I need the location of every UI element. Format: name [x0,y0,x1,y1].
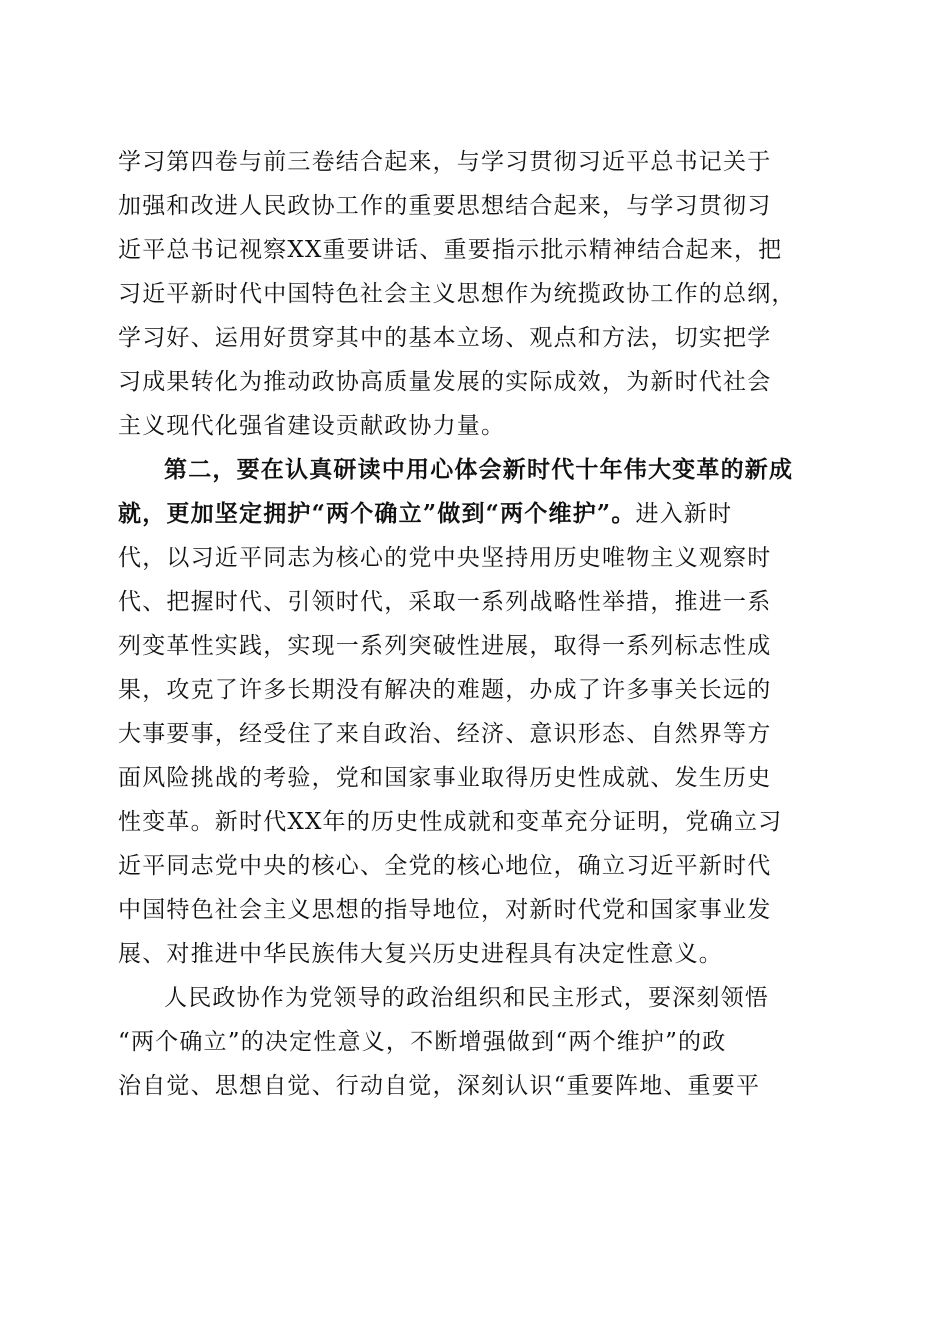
text-line: 习近平新时代中国特色社会主义思想作为统揽政协工作的总纲， [118,281,796,307]
text-line: 近平同志党中央的核心、全党的核心地位，确立习近平新时代 [118,853,772,879]
text-line: 性变革。新时代XX年的历史性成就和变革充分证明，党确立习 [118,809,783,835]
section-heading-text: 就，更加坚定拥护“两个确立”做到“两个维护”。 [118,500,636,527]
text-line: 列变革性实践，实现一系列突破性进展，取得一系列标志性成 [118,633,772,659]
section-heading-line: 第二，要在认真研读中用心体会新时代十年伟大变革的新成 [164,456,794,483]
text-line: 大事要事，经受住了来自政治、经济、意识形态、自然界等方 [118,721,772,747]
text-line: “两个确立”的决定性意义，不断增强做到“两个维护”的政 [118,1029,727,1055]
text-line: 展、对推进中华民族伟大复兴历史进程具有决定性意义。 [118,941,723,967]
text-line: 主义现代化强省建设贡献政协力量。 [118,413,506,439]
text-line: 果，攻克了许多长期没有解决的难题，办成了许多事关长远的 [118,677,772,703]
document-body [118,140,838,1108]
text-line: 代、把握时代、引领时代，采取一系列战略性举措，推进一系 [118,589,772,615]
text-line: 中国特色社会主义思想的指导地位，对新时代党和国家事业发 [118,897,772,923]
paragraph-text: 进入新时 [635,501,733,527]
text-line: 学习好、运用好贯穿其中的基本立场、观点和方法，切实把学 [118,325,772,351]
paragraph-3 [118,976,838,1108]
text-line: 面风险挑战的考验，党和国家事业取得历史性成就、发生历史 [118,765,772,791]
text-line: 近平总书记视察XX重要讲话、重要指示批示精神结合起来，把 [118,237,783,263]
paragraph-2 [118,448,838,976]
text-line: 人民政协作为党领导的政治组织和民主形式，要深刻领悟 [164,985,769,1011]
text-line: 学习第四卷与前三卷结合起来，与学习贯彻习近平总书记关于 [118,149,772,175]
paragraph-1 [118,140,838,448]
text-line: 代，以习近平同志为核心的党中央坚持用历史唯物主义观察时 [118,545,772,571]
text-line: 习成果转化为推动政协高质量发展的实际成效，为新时代社会 [118,369,772,395]
text-line: 加强和改进人民政协工作的重要思想结合起来，与学习贯彻习 [118,193,772,219]
text-line: 治自觉、思想自觉、行动自觉，深刻认识“重要阵地、重要平 [118,1073,761,1099]
heading-continuation-line [118,492,838,536]
